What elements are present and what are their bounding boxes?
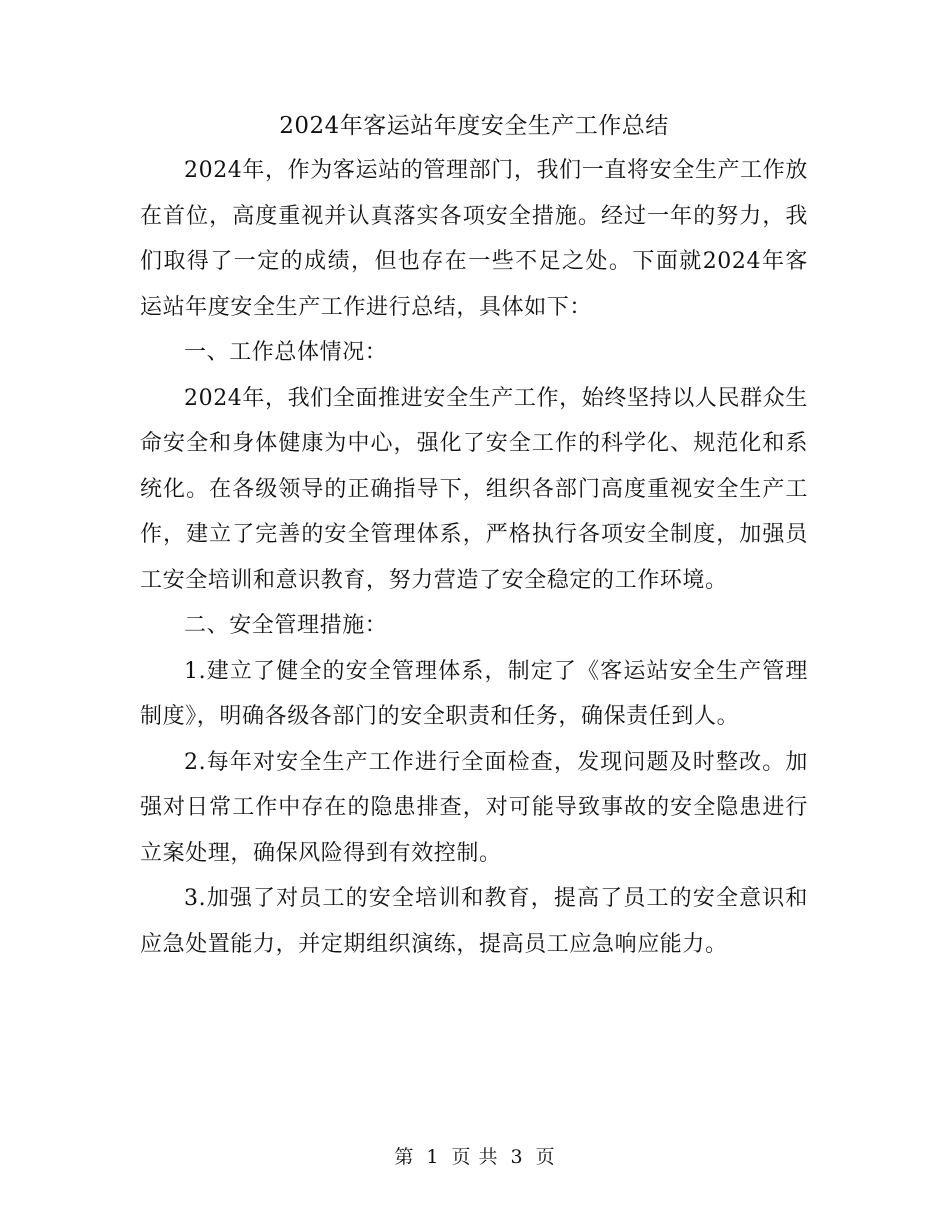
measure-item-3: 3.加强了对员工的安全培训和教育，提高了员工的安全意识和应急处置能力，并定期组织演练，提高员工应急响应能力。	[140, 886, 808, 957]
page-label-mid: 页 共	[451, 1146, 499, 1168]
overview-paragraph: 2024年，我们全面推进安全生产工作，始终坚持以人民群众生命安全和身体健康为中心，强化了安全工作的科学化、规范化和系统化。在各级领导的正确指导下，组织各部门高度重视安全生产工作，建立了完善的安全管理体系，严格执行各项安全制度，加强员工安全培训和意识教育，努力营造了安全稳定的工作环境。	[140, 385, 808, 593]
total-pages-number: 3	[510, 1146, 524, 1168]
page-footer	[0, 1142, 950, 1172]
intro-paragraph: 2024年，作为客运站的管理部门，我们一直将安全生产工作放在首位，高度重视并认真落实各项安全措施。经过一年的努力，我们取得了一定的成绩，但也存在一些不足之处。下面就2024年客运站年度安全生产工作进行总结，具体如下：	[140, 158, 808, 320]
document-body	[140, 104, 808, 967]
section-heading-measures: 二、安全管理措施：	[184, 613, 388, 638]
page-label-suffix: 页	[535, 1146, 556, 1168]
page-label-prefix: 第	[394, 1146, 415, 1168]
section-heading-overview: 一、工作总体情况：	[184, 340, 388, 365]
current-page-number: 1	[426, 1146, 440, 1168]
document-title: 2024年客运站年度安全生产工作总结	[279, 113, 669, 139]
measure-item-2: 2.每年对安全生产工作进行全面检查，发现问题及时整改。加强对日常工作中存在的隐患排查，对可能导致事故的安全隐患进行立案处理，确保风险得到有效控制。	[140, 749, 808, 866]
measure-item-1: 1.建立了健全的安全管理体系，制定了《客运站安全生产管理制度》，明确各级各部门的安全职责和任务，确保责任到人。	[140, 658, 808, 729]
